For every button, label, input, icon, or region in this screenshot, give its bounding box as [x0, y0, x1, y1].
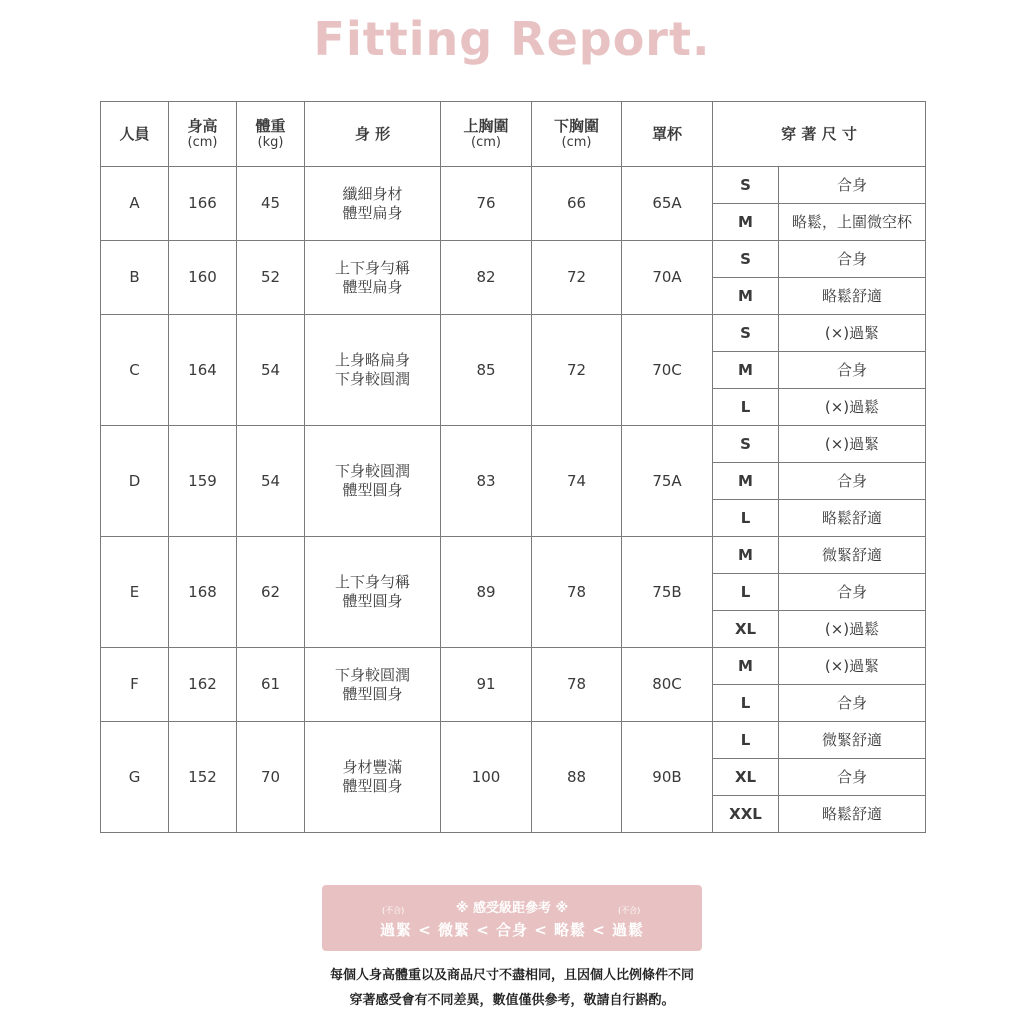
under-bust-cell: 74: [532, 426, 622, 537]
cup-cell: 70A: [622, 241, 713, 315]
cup-cell: 70C: [622, 315, 713, 426]
wear-size-cell: S: [713, 315, 779, 352]
header-weight: 體重 (kg): [237, 102, 305, 167]
wear-size-cell: L: [713, 722, 779, 759]
shape-line: 體型圓身: [342, 777, 403, 795]
fit-result-cell: 略鬆舒適: [779, 796, 926, 833]
fit-result-cell: 合身: [779, 463, 926, 500]
wear-size-cell: S: [713, 167, 779, 204]
upper-bust-cell: 91: [441, 648, 532, 722]
shape-cell: [305, 648, 441, 722]
wear-size-cell: M: [713, 648, 779, 685]
person-cell: D: [101, 426, 169, 537]
wear-size-cell: XXL: [713, 796, 779, 833]
shape-line: 纖細身材: [342, 184, 403, 203]
legend-scale: 過緊 < 微緊 < 合身 < 略鬆 < 過鬆: [379, 921, 645, 939]
height-cell: 166: [169, 167, 237, 241]
header-person: 人員: [101, 102, 169, 167]
shape-line: 體型圓身: [342, 592, 403, 610]
header-height: 身高 (cm): [169, 102, 237, 167]
fit-result-cell: 合身: [779, 167, 926, 204]
person-cell: A: [101, 167, 169, 241]
shape-line: 上下身勻稱: [334, 573, 410, 592]
under-bust-cell: 78: [532, 537, 622, 648]
wear-size-cell: M: [713, 537, 779, 574]
upper-bust-cell: 100: [441, 722, 532, 833]
weight-cell: 70: [237, 722, 305, 833]
fit-result-cell: 合身: [779, 241, 926, 278]
weight-cell: 52: [237, 241, 305, 315]
shape-line: 體型扁身: [342, 203, 403, 222]
weight-cell: 62: [237, 537, 305, 648]
wear-size-cell: L: [713, 685, 779, 722]
table-row: [101, 537, 926, 574]
shape-cell: [305, 537, 441, 648]
fitting-table: [100, 101, 926, 833]
fit-result-cell: 微緊舒適: [779, 722, 926, 759]
wear-size-cell: S: [713, 241, 779, 278]
weight-cell: 61: [237, 648, 305, 722]
height-cell: 160: [169, 241, 237, 315]
cup-cell: 80C: [622, 648, 713, 722]
table-row: [101, 167, 926, 204]
person-cell: G: [101, 722, 169, 833]
shape-cell: [305, 722, 441, 833]
cup-cell: 65A: [622, 167, 713, 241]
header-upper-bust: 上胸圍 (cm): [441, 102, 532, 167]
weight-cell: 54: [237, 315, 305, 426]
under-bust-cell: 88: [532, 722, 622, 833]
upper-bust-cell: 82: [441, 241, 532, 315]
table-row: [101, 241, 926, 278]
wear-size-cell: S: [713, 426, 779, 463]
cup-cell: 75B: [622, 537, 713, 648]
cup-cell: 75A: [622, 426, 713, 537]
shape-cell: [305, 315, 441, 426]
fit-result-cell: 微緊舒適: [779, 537, 926, 574]
upper-bust-cell: 83: [441, 426, 532, 537]
shape-line: 下身較圓潤: [334, 665, 410, 684]
height-cell: 164: [169, 315, 237, 426]
height-cell: 159: [169, 426, 237, 537]
height-cell: 168: [169, 537, 237, 648]
fit-result-cell: 略鬆舒適: [779, 278, 926, 315]
person-cell: B: [101, 241, 169, 315]
under-bust-cell: 78: [532, 648, 622, 722]
table-row: [101, 315, 926, 352]
shape-cell: [305, 241, 441, 315]
under-bust-cell: 66: [532, 167, 622, 241]
header-shape: 身 形: [305, 102, 441, 167]
person-cell: E: [101, 537, 169, 648]
under-bust-cell: 72: [532, 315, 622, 426]
header-cup: 罩杯: [622, 102, 713, 167]
shape-line: 下身較圓潤: [334, 462, 410, 481]
wear-size-cell: M: [713, 278, 779, 315]
fit-result-cell: 合身: [779, 352, 926, 389]
weight-cell: 54: [237, 426, 305, 537]
person-cell: F: [101, 648, 169, 722]
header-wear-size: 穿 著 尺 寸: [713, 102, 926, 167]
upper-bust-cell: 76: [441, 167, 532, 241]
fit-result-cell: (×)過緊: [779, 648, 926, 685]
fit-result-cell: 略鬆舒適: [779, 500, 926, 537]
table-header-row: [101, 102, 926, 167]
table-body: [101, 167, 926, 833]
shape-cell: [305, 167, 441, 241]
footer-note-line1: 每個人身高體重以及商品尺寸不盡相同，且因個人比例條件不同: [329, 968, 694, 983]
report-title: Fitting Report.: [313, 12, 711, 66]
wear-size-cell: L: [713, 500, 779, 537]
fit-scale-legend: [322, 885, 702, 951]
legend-heading: ※ 感受級距參考 ※: [455, 901, 569, 916]
under-bust-cell: 72: [532, 241, 622, 315]
shape-line: 體型圓身: [342, 481, 403, 499]
fit-result-cell: (×)過鬆: [779, 389, 926, 426]
wear-size-cell: M: [713, 463, 779, 500]
wear-size-cell: XL: [713, 759, 779, 796]
footer-note-line2: 穿著感受會有不同差異，數值僅供參考，敬請自行斟酌。: [349, 993, 675, 1008]
fit-result-cell: 合身: [779, 685, 926, 722]
height-cell: 152: [169, 722, 237, 833]
weight-cell: 45: [237, 167, 305, 241]
shape-line: 上下身勻稱: [334, 258, 410, 277]
fit-result-cell: 合身: [779, 574, 926, 611]
table-row: [101, 648, 926, 685]
shape-line: 下身較圓潤: [334, 370, 410, 388]
upper-bust-cell: 85: [441, 315, 532, 426]
height-cell: 162: [169, 648, 237, 722]
person-cell: C: [101, 315, 169, 426]
wear-size-cell: L: [713, 389, 779, 426]
fit-result-cell: 略鬆，上圍微空杯: [779, 204, 926, 241]
header-under-bust: 下胸圍 (cm): [532, 102, 622, 167]
legend-note-left: (不合): [382, 906, 405, 915]
fit-result-cell: (×)過緊: [779, 315, 926, 352]
wear-size-cell: M: [713, 204, 779, 241]
table-row: [101, 426, 926, 463]
legend-note-right: (不合): [618, 906, 641, 915]
table-row: [101, 722, 926, 759]
shape-cell: [305, 426, 441, 537]
fit-result-cell: (×)過緊: [779, 426, 926, 463]
shape-line: 體型扁身: [342, 277, 403, 296]
shape-line: 身材豐滿: [342, 758, 403, 777]
wear-size-cell: L: [713, 574, 779, 611]
fit-result-cell: (×)過鬆: [779, 611, 926, 648]
shape-line: 體型圓身: [342, 684, 403, 703]
fit-result-cell: 合身: [779, 759, 926, 796]
wear-size-cell: M: [713, 352, 779, 389]
shape-line: 上身略扁身: [334, 351, 410, 370]
cup-cell: 90B: [622, 722, 713, 833]
upper-bust-cell: 89: [441, 537, 532, 648]
wear-size-cell: XL: [713, 611, 779, 648]
